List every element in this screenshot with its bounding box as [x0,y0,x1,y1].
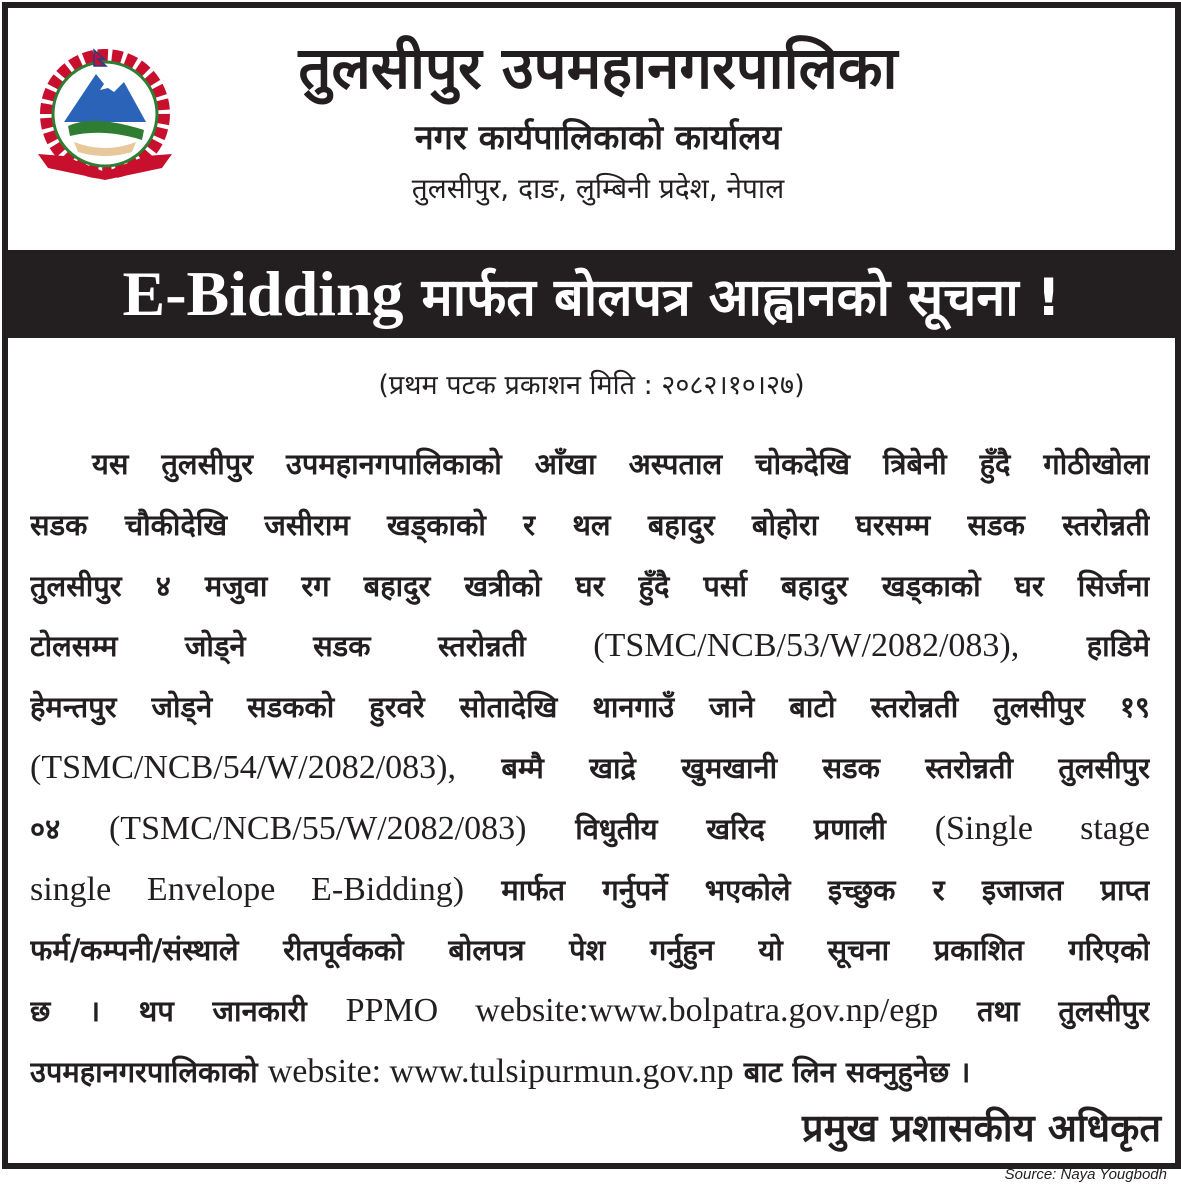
municipality-title: तुलसीपुर उपमहानगरपालिका [298,34,898,102]
municipality-website-link: website: www.tulsipurmun.gov.np [267,1052,734,1090]
header [198,26,998,212]
notice-frame [2,2,1181,1169]
banner-devanagari: मार्फत बोलपत्र आह्वानको सूचना ! [421,268,1061,328]
signatory-title: प्रमुख प्रशासकीय अधिकृत [801,1106,1161,1150]
ppmo-website-link: PPMO website:www.bolpatra.gov.np/egp [345,992,939,1030]
notice-body [30,434,1150,1103]
nepal-government-emblem-icon [34,44,176,184]
body-line: टोलसम्म जोड्ने सडक स्तरोन्नती (TSMC/NCB/53/W/2082/083), हाडिमे [30,627,1150,665]
tender-id: (TSMC/NCB/55/W/2082/083) [108,809,527,847]
tender-id: (TSMC/NCB/54/W/2082/083), [30,748,456,786]
body-line: हेमन्तपुर जोड्ने सडकको हुरवरे सोतादेखि थानगाउँ जाने बाटो स्तरोन्नती तुलसीपुर १९ [30,690,1150,725]
banner-latin: E-Bidding [122,258,404,329]
body-line: ०४ (TSMC/NCB/55/W/2082/083) विधुतीय खरिद प्रणाली (Single stage [30,809,1150,847]
body-line: यस तुलसीपुर उपमहानगपालिकाको आँखा अस्पताल चोकदेखि त्रिबेनी हुँदै गोठीखोला [92,447,1150,481]
office-address: तुलसीपुर, दाङ, लुम्बिनी प्रदेश, नेपाल [411,172,785,205]
body-line: सडक चौकीदेखि जसीराम खड्काको र थल बहादुर बोहोरा घरसम्म सडक स्तरोन्नती [30,507,1150,542]
office-title: नगर कार्यपालिकाको कार्यालय [414,118,782,158]
body-line: उपमहानगरपालिकाको website: www.tulsipurmun.gov.np बाट लिन सक्नुहुनेछ । [30,1052,971,1090]
body-line: फर्म/कम्पनी/संस्थाले रीतपूर्वकको बोलपत्र पेश गर्नुहुन यो सूचना प्रकाशित गरिएको [30,933,1150,968]
body-line: तुलसीपुर ४ मजुवा रग बहादुर खत्रीको घर हुँदै पर्सा बहादुर खड्काको घर सिर्जना [30,568,1150,603]
notice-banner [8,250,1175,338]
body-line: (TSMC/NCB/54/W/2082/083), बम्मै खाद्रे खुमखानी सडक स्तरोन्नती तुलसीपुर [30,748,1150,786]
body-line: single Envelope E-Bidding) मार्फत गर्नुपर्ने भएकोले इच्छुक र इजाजत प्राप्त [30,870,1150,908]
source-credit: Source: Naya Yougbodh [1004,1166,1167,1183]
publication-date: (प्रथम पटक प्रकाशन मिति : २०८२।१०।२७) [378,370,805,401]
tender-id: (TSMC/NCB/53/W/2082/083), [593,627,1020,665]
body-line: छ । थप जानकारी PPMO website:www.bolpatra.gov.np/egp तथा तुलसीपुर [30,992,1150,1030]
